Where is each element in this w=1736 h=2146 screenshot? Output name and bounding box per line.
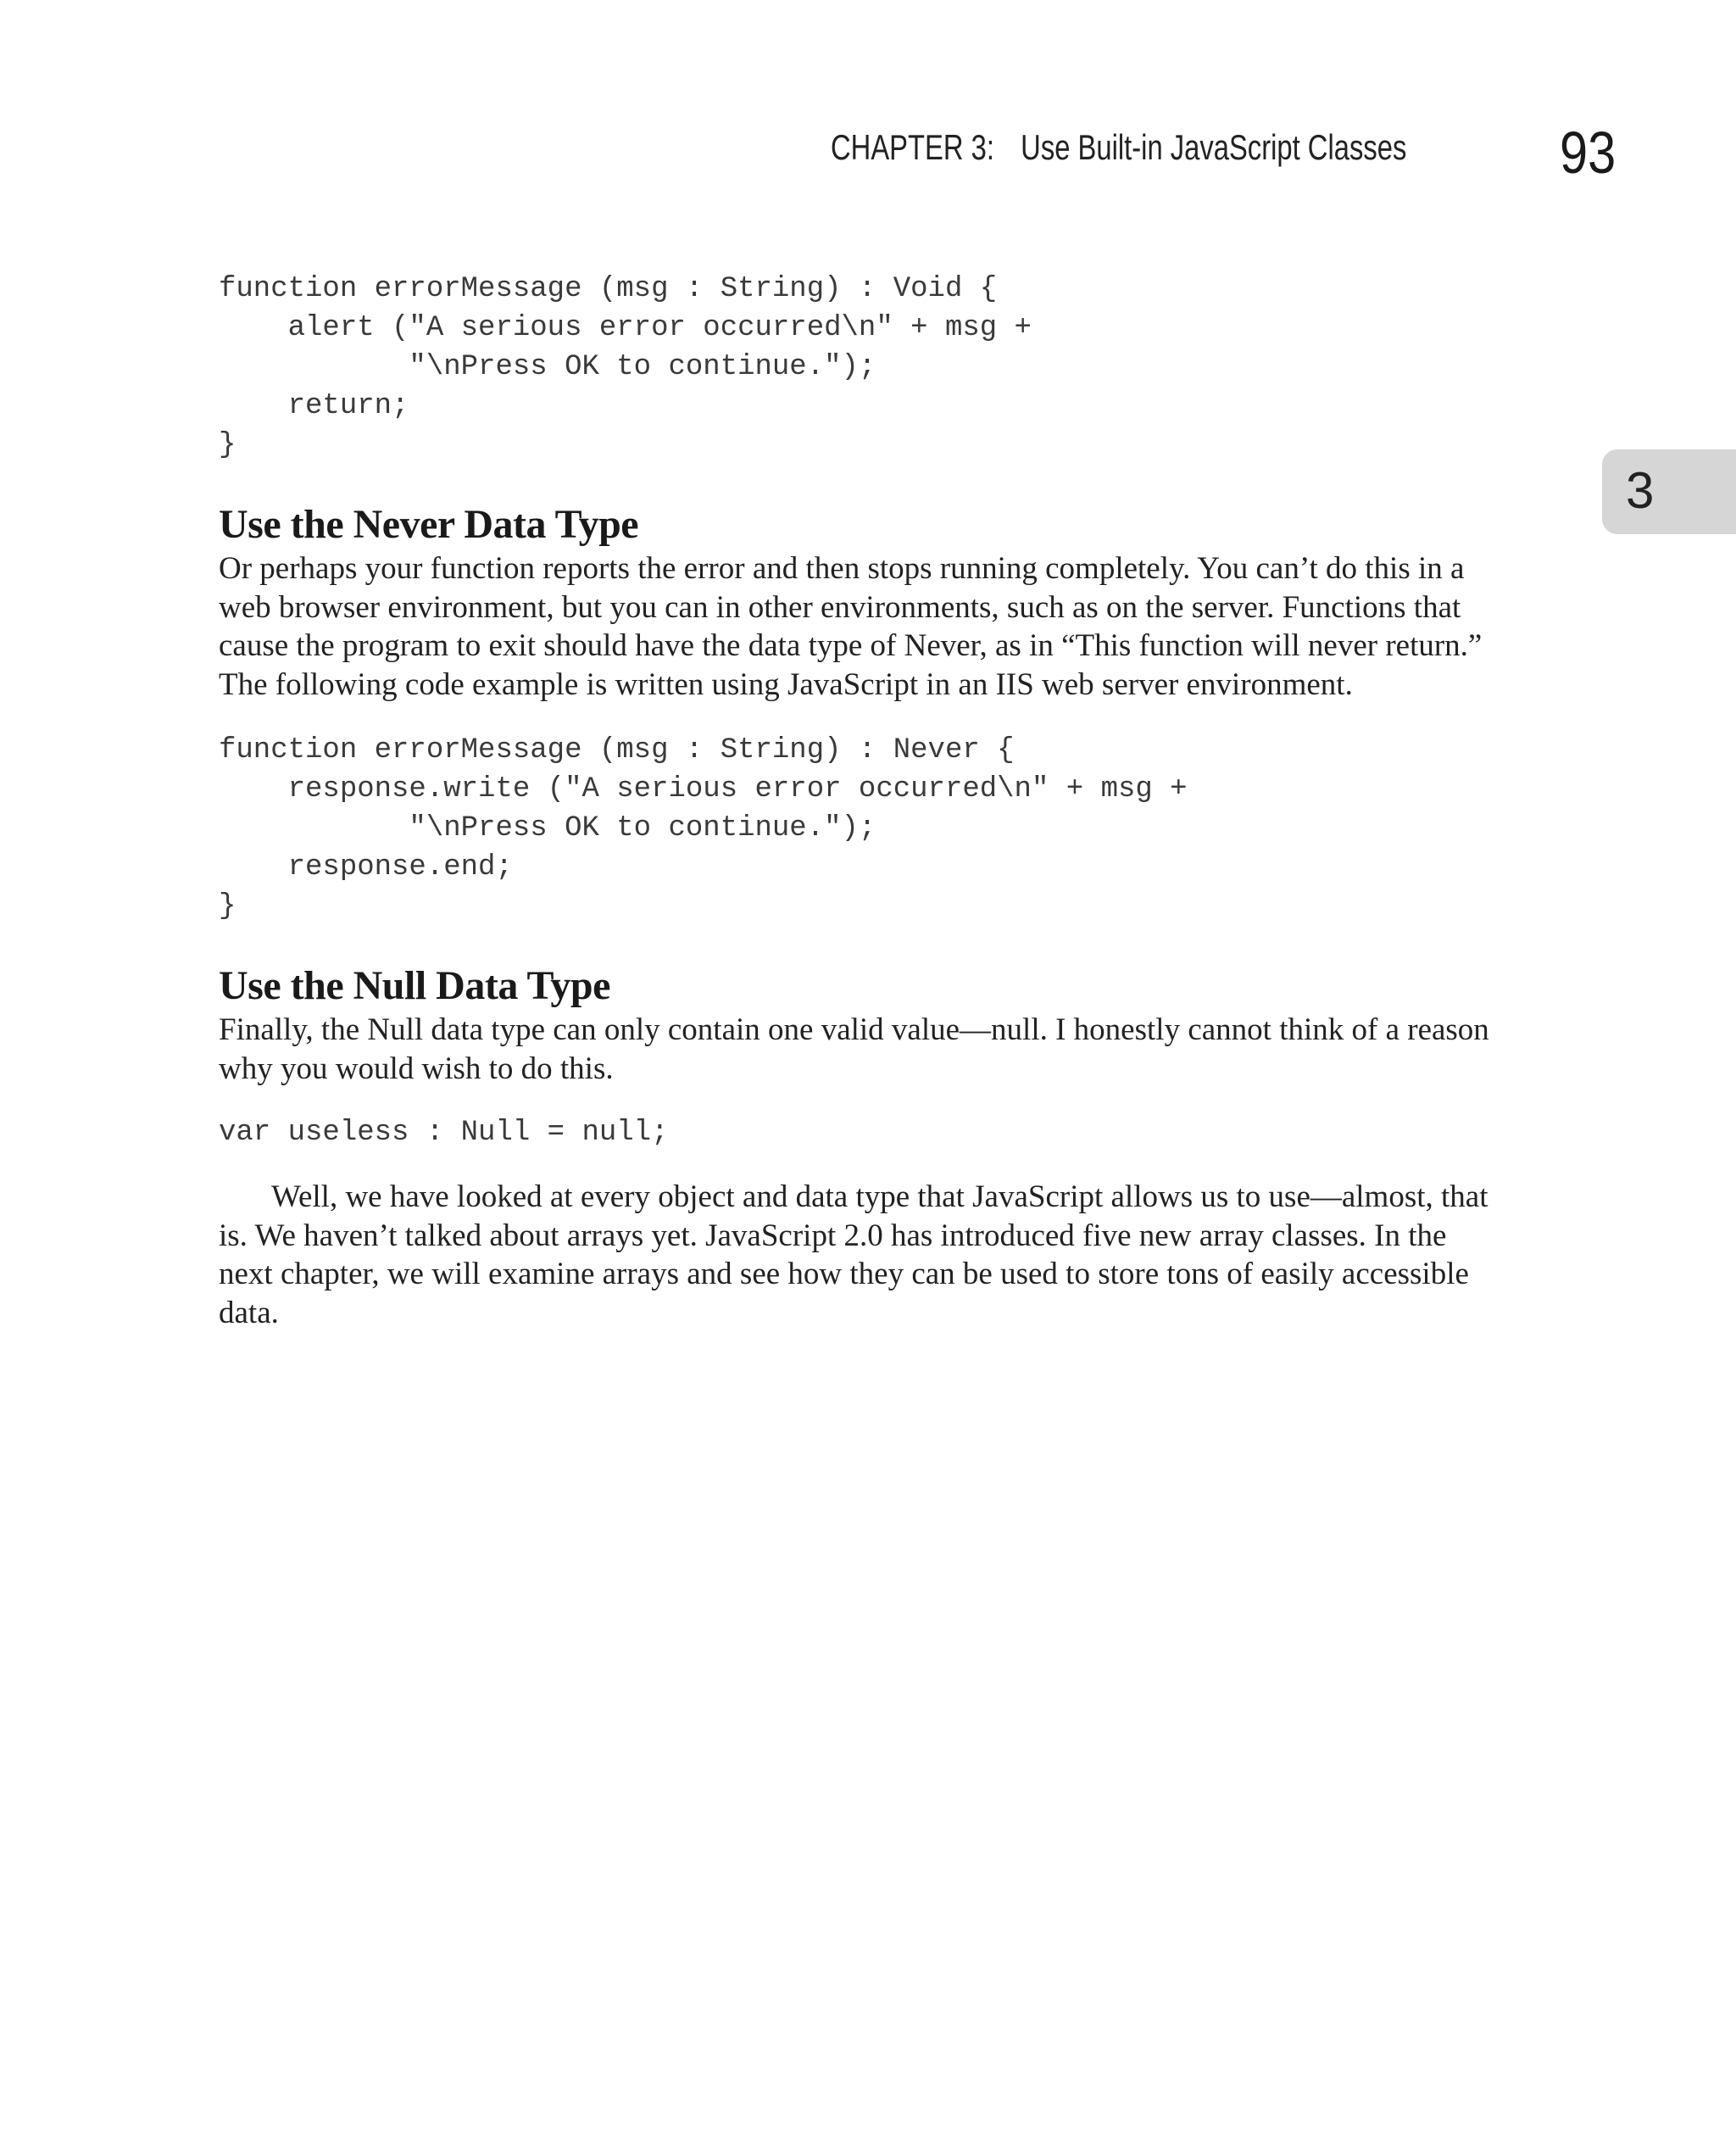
page-content (219, 270, 1490, 1332)
heading-null-data-type: Use the Null Data Type (219, 963, 610, 1008)
chapter-tab-number: 3 (1626, 462, 1655, 519)
code-block-null: var useless : Null = null; (219, 1117, 669, 1149)
closing-paragraph: Well, we have looked at every object and data type that JavaScript allows us to use—almost, that is. We haven’t talked about arrays yet. JavaScript 2.0 has introduced five new array classes. In the next chapter, we will examine arrays and see how they can be used to store tons of easily accessible data. (219, 1179, 1488, 1330)
paragraph-null-data-type: Finally, the Null data type can only contain one valid value—null. I honestly cannot think of a reason why you would wish to do this. (219, 1012, 1489, 1086)
page-number: 93 (1560, 120, 1616, 186)
running-head (831, 127, 1407, 195)
code-block-void: function errorMessage (msg : String) : Void { alert ("A serious error occurred\n" + msg + "\nPress OK to continue."); return; } (219, 273, 1032, 461)
chapter-title: Use Built-in JavaScript Classes (1021, 127, 1407, 167)
paragraph-never-data-type: Or perhaps your function reports the error and then stops running completely. You can’t do this in a web browser environment, but you can in other environments, such as on the server. Functions that cause the program to exit should have the data type of Never, as in “This function will never return.” The following code example is written using JavaScript in an IIS web server environment. (219, 551, 1483, 702)
chapter-tab (1602, 449, 1736, 534)
code-block-never: function errorMessage (msg : String) : Never { response.write ("A serious error occurred\n" + msg + "\nPress OK to continue."); response.end; } (219, 734, 1188, 923)
heading-never-data-type: Use the Never Data Type (219, 502, 639, 547)
chapter-label: CHAPTER 3: (831, 127, 994, 167)
